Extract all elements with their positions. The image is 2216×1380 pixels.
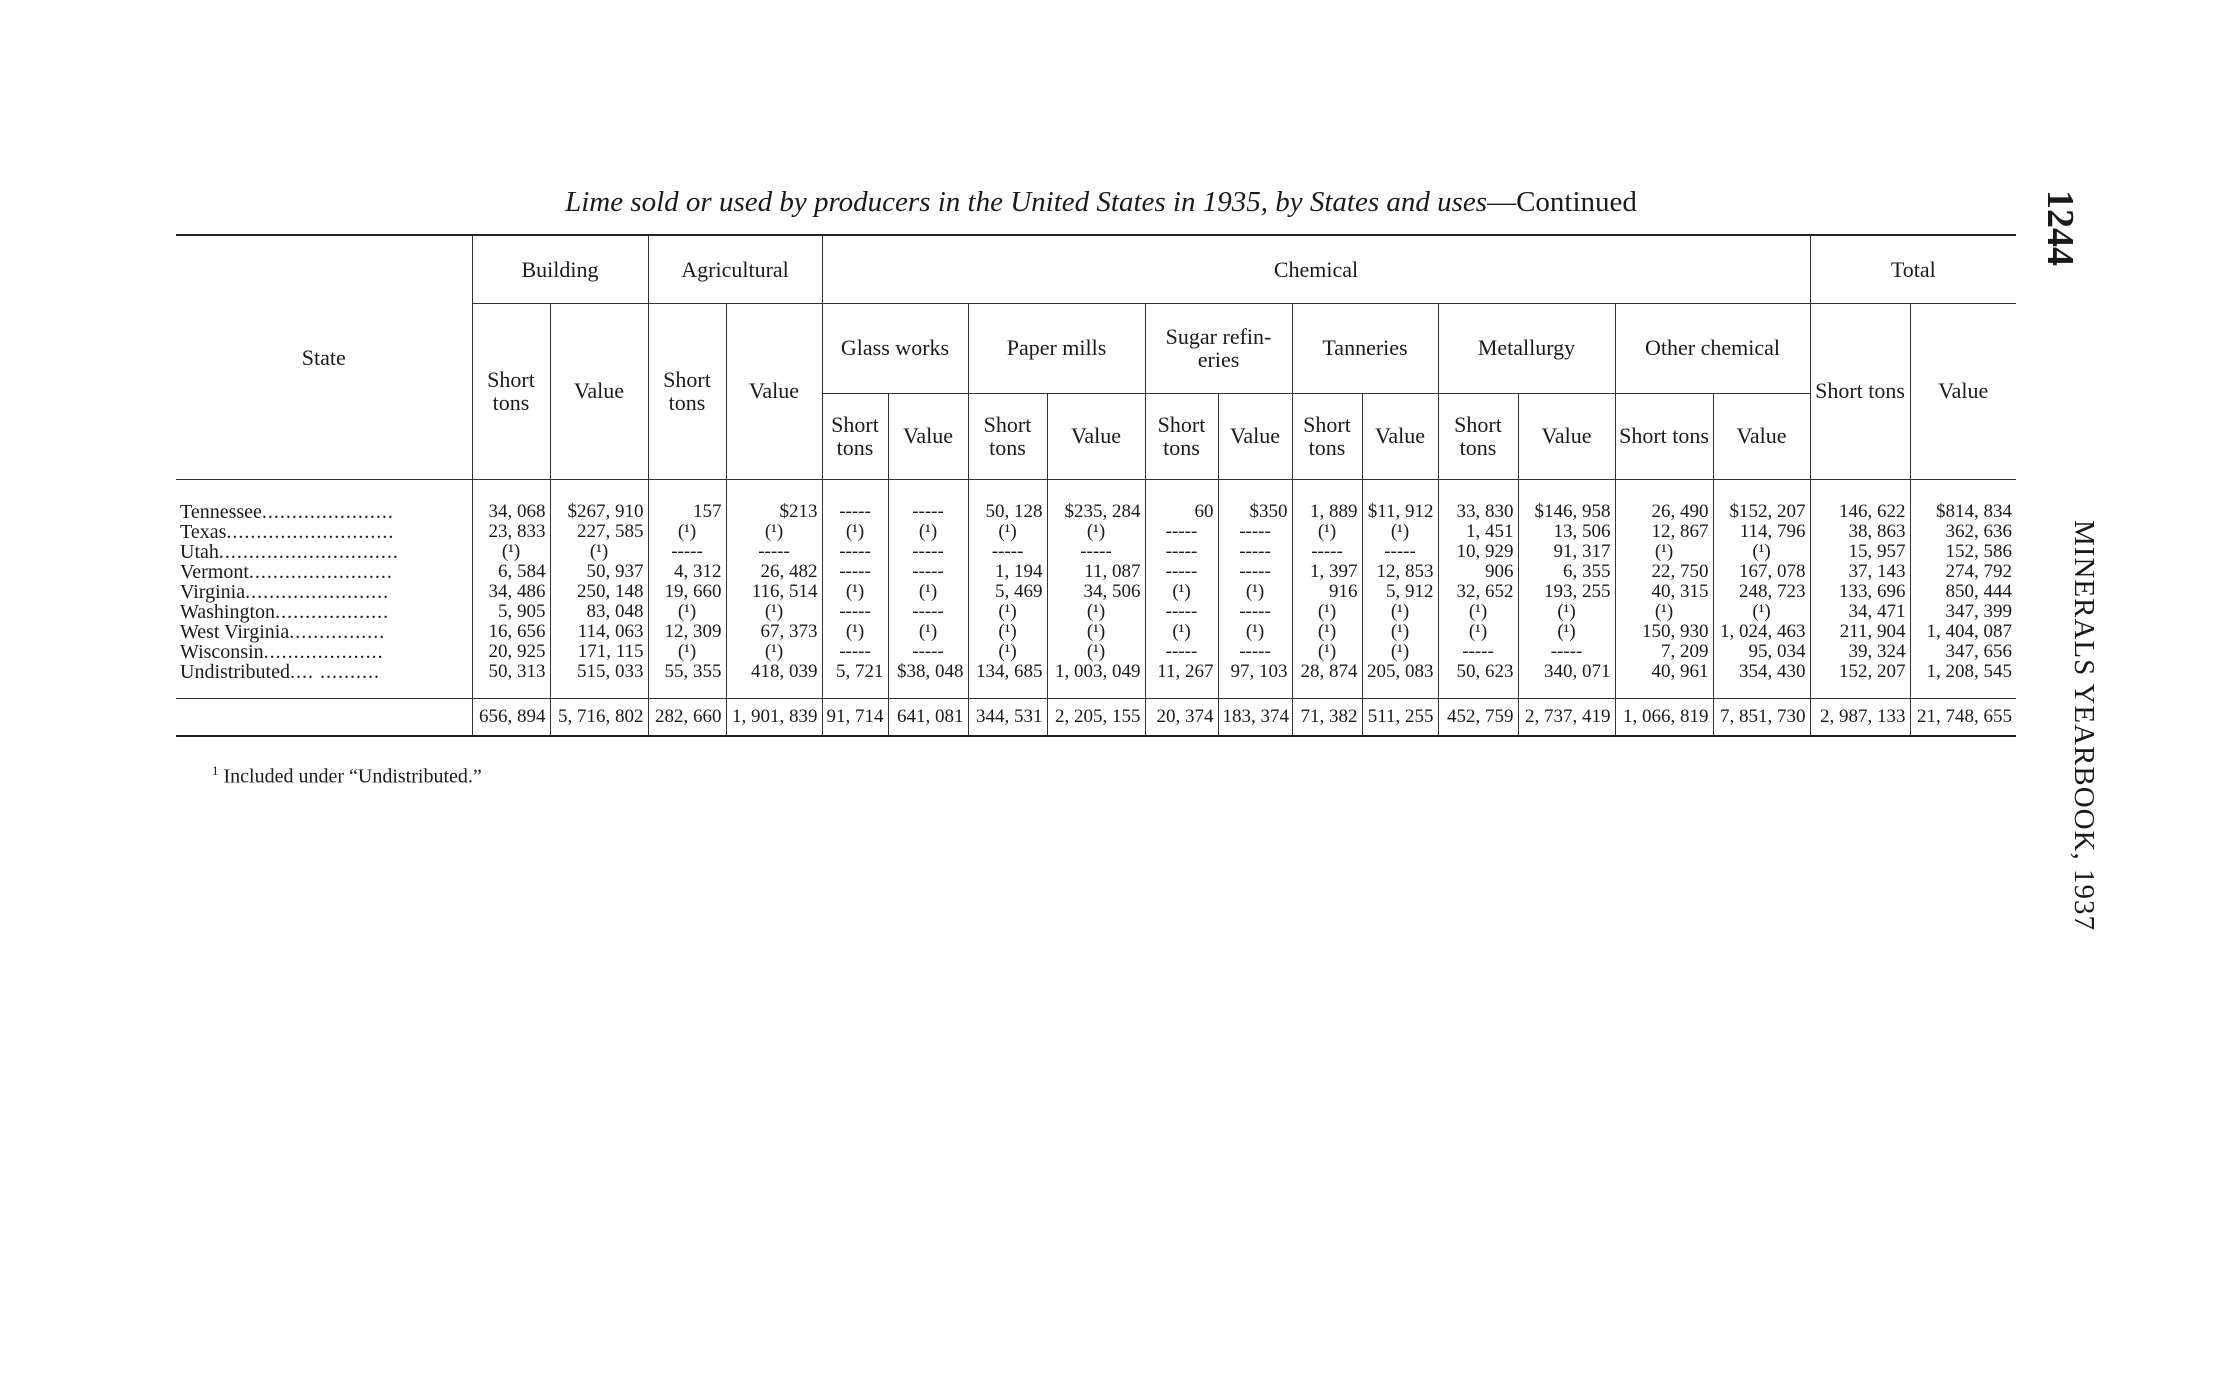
cell-bv: 114, 063 (550, 622, 648, 642)
cell-ov: 114, 796 (1713, 522, 1810, 542)
cell-tov: 152, 586 (1910, 542, 2016, 562)
cell-tt: (¹) (1292, 522, 1362, 542)
cell-bv: 250, 148 (550, 582, 648, 602)
header-other-chemical: Other chemical (1615, 303, 1810, 393)
header-paper-short-tons: Short tons (968, 393, 1047, 479)
cell-tot: 211, 904 (1810, 622, 1910, 642)
cell-mt: (¹) (1438, 602, 1518, 622)
cell-sv: ----- (1218, 542, 1292, 562)
header-building: Building (472, 235, 648, 303)
cell-ot: 40, 961 (1615, 662, 1713, 699)
header-glass-short-tons: Short tons (822, 393, 888, 479)
table-title-continued: —Continued (1487, 186, 1637, 218)
state-cell (176, 602, 472, 622)
cell-tv: 205, 083 (1362, 662, 1438, 699)
cell-bt: (¹) (472, 542, 550, 562)
total-tt: 71, 382 (1292, 698, 1362, 736)
cell-av: 67, 373 (726, 622, 822, 642)
header-agricultural-short-tons: Short tons (648, 303, 726, 479)
cell-gv: ----- (888, 479, 968, 522)
cell-bt: 50, 313 (472, 662, 550, 699)
totals-label-cell (176, 698, 472, 736)
footnote-mark: 1 (212, 763, 219, 778)
cell-tt: 1, 397 (1292, 562, 1362, 582)
cell-at: (¹) (648, 642, 726, 662)
total-gv: 641, 081 (888, 698, 968, 736)
cell-gt: (¹) (822, 622, 888, 642)
cell-ov: $152, 207 (1713, 479, 1810, 522)
cell-gv: (¹) (888, 622, 968, 642)
header-total-value: Value (1910, 303, 2016, 479)
state-name: West Virginia (180, 620, 290, 643)
cell-mv: 91, 317 (1518, 542, 1615, 562)
state-cell (176, 622, 472, 642)
table-row (176, 602, 2016, 622)
cell-gt: ----- (822, 642, 888, 662)
cell-gv: $38, 048 (888, 662, 968, 699)
cell-at: 4, 312 (648, 562, 726, 582)
cell-gv: ----- (888, 542, 968, 562)
total-tot: 2, 987, 133 (1810, 698, 1910, 736)
cell-tt: 1, 889 (1292, 479, 1362, 522)
cell-st: 11, 267 (1145, 662, 1218, 699)
cell-bv: 83, 048 (550, 602, 648, 622)
cell-tot: 38, 863 (1810, 522, 1910, 542)
cell-av: (¹) (726, 602, 822, 622)
cell-at: 19, 660 (648, 582, 726, 602)
cell-tt: 916 (1292, 582, 1362, 602)
header-paper-value: Value (1047, 393, 1145, 479)
cell-st: 60 (1145, 479, 1218, 522)
cell-mv: (¹) (1518, 622, 1615, 642)
state-cell (176, 542, 472, 562)
cell-tot: 37, 143 (1810, 562, 1910, 582)
cell-sv: $350 (1218, 479, 1292, 522)
cell-tov: 1, 208, 545 (1910, 662, 2016, 699)
cell-pt: 5, 469 (968, 582, 1047, 602)
cell-tt: ----- (1292, 542, 1362, 562)
cell-gv: ----- (888, 562, 968, 582)
cell-mt: (¹) (1438, 622, 1518, 642)
cell-ov: (¹) (1713, 602, 1810, 622)
cell-tv: (¹) (1362, 602, 1438, 622)
cell-bv: 50, 937 (550, 562, 648, 582)
cell-gt: ----- (822, 562, 888, 582)
cell-bt: 6, 584 (472, 562, 550, 582)
cell-av: ----- (726, 542, 822, 562)
cell-tv: ----- (1362, 542, 1438, 562)
cell-st: ----- (1145, 542, 1218, 562)
cell-tov: 347, 399 (1910, 602, 2016, 622)
cell-av: (¹) (726, 642, 822, 662)
leader-dots: ................... (275, 600, 390, 623)
cell-bv: 171, 115 (550, 642, 648, 662)
footnote-text: Included under “Undistributed.” (223, 765, 482, 788)
cell-pt: (¹) (968, 522, 1047, 542)
totals-row (176, 698, 2016, 736)
table-title (176, 186, 2026, 219)
cell-sv: (¹) (1218, 622, 1292, 642)
cell-mv: 340, 071 (1518, 662, 1615, 699)
cell-tot: 152, 207 (1810, 662, 1910, 699)
header-metallurgy: Metallurgy (1438, 303, 1615, 393)
header-tanneries-value: Value (1362, 393, 1438, 479)
cell-sv: ----- (1218, 522, 1292, 542)
cell-ot: 26, 490 (1615, 479, 1713, 522)
cell-tv: 12, 853 (1362, 562, 1438, 582)
leader-dots: .... .......... (290, 660, 380, 683)
leader-dots: .................... (263, 640, 384, 663)
cell-gt: (¹) (822, 522, 888, 542)
table-row (176, 479, 2016, 522)
total-tov: 21, 748, 655 (1910, 698, 2016, 736)
table-title-text: Lime sold or used by producers in the United States in 1935, by States and uses (565, 186, 1488, 218)
total-sv: 183, 374 (1218, 698, 1292, 736)
cell-sv: ----- (1218, 642, 1292, 662)
header-sugar-value: Value (1218, 393, 1292, 479)
total-ov: 7, 851, 730 (1713, 698, 1810, 736)
cell-bv: 515, 033 (550, 662, 648, 699)
cell-gt: ----- (822, 479, 888, 522)
cell-mv: $146, 958 (1518, 479, 1615, 522)
leader-dots: ............................ (226, 520, 395, 543)
header-building-short-tons: Short tons (472, 303, 550, 479)
cell-tv: $11, 912 (1362, 479, 1438, 522)
header-chemical: Chemical (822, 235, 1810, 303)
total-at: 282, 660 (648, 698, 726, 736)
state-cell (176, 582, 472, 602)
cell-tov: 362, 636 (1910, 522, 2016, 542)
cell-gv: ----- (888, 642, 968, 662)
total-ot: 1, 066, 819 (1615, 698, 1713, 736)
leader-dots: ........................ (245, 580, 390, 603)
cell-tot: 15, 957 (1810, 542, 1910, 562)
cell-bt: 5, 905 (472, 602, 550, 622)
cell-pt: 50, 128 (968, 479, 1047, 522)
state-name: Virginia (180, 580, 246, 603)
cell-pv: 34, 506 (1047, 582, 1145, 602)
cell-ov: 354, 430 (1713, 662, 1810, 699)
cell-gt: 5, 721 (822, 662, 888, 699)
total-gt: 91, 714 (822, 698, 888, 736)
cell-ot: 12, 867 (1615, 522, 1713, 542)
cell-ot: 150, 930 (1615, 622, 1713, 642)
state-name: Texas (180, 520, 227, 543)
cell-av: (¹) (726, 522, 822, 542)
cell-av: $213 (726, 479, 822, 522)
cell-gv: ----- (888, 602, 968, 622)
cell-ot: 7, 209 (1615, 642, 1713, 662)
cell-at: (¹) (648, 602, 726, 622)
leader-dots: ........................ (248, 560, 393, 583)
header-state: State (176, 235, 472, 479)
total-pt: 344, 531 (968, 698, 1047, 736)
state-name: Washington (180, 600, 276, 623)
cell-ot: 40, 315 (1615, 582, 1713, 602)
cell-ot: 22, 750 (1615, 562, 1713, 582)
cell-av: 26, 482 (726, 562, 822, 582)
cell-mv: 193, 255 (1518, 582, 1615, 602)
cell-ov: 95, 034 (1713, 642, 1810, 662)
header-building-value: Value (550, 303, 648, 479)
cell-ot: (¹) (1615, 542, 1713, 562)
cell-bt: 20, 925 (472, 642, 550, 662)
cell-gt: ----- (822, 602, 888, 622)
total-pv: 2, 205, 155 (1047, 698, 1145, 736)
cell-gt: ----- (822, 542, 888, 562)
page-number: 1244 (2039, 190, 2081, 266)
cell-mt: 10, 929 (1438, 542, 1518, 562)
header-total: Total (1810, 235, 2016, 303)
state-cell (176, 479, 472, 522)
header-agricultural-value: Value (726, 303, 822, 479)
table-row (176, 522, 2016, 542)
table-row (176, 642, 2016, 662)
cell-tv: (¹) (1362, 642, 1438, 662)
running-head: MINERALS YEARBOOK, 1937 (2068, 520, 2100, 932)
header-other-short-tons: Short tons (1615, 393, 1713, 479)
state-name: Undistributed (180, 660, 290, 683)
cell-gv: (¹) (888, 582, 968, 602)
cell-ov: (¹) (1713, 542, 1810, 562)
cell-bt: 34, 068 (472, 479, 550, 522)
cell-tt: 28, 874 (1292, 662, 1362, 699)
cell-st: (¹) (1145, 622, 1218, 642)
cell-sv: ----- (1218, 602, 1292, 622)
cell-pv: (¹) (1047, 642, 1145, 662)
total-bt: 656, 894 (472, 698, 550, 736)
cell-pv: (¹) (1047, 622, 1145, 642)
leader-dots: ...................... (261, 500, 394, 523)
header-tanneries-short-tons: Short tons (1292, 393, 1362, 479)
header-agricultural: Agricultural (648, 235, 822, 303)
cell-mv: 6, 355 (1518, 562, 1615, 582)
cell-mt: 50, 623 (1438, 662, 1518, 699)
header-metallurgy-short-tons: Short tons (1438, 393, 1518, 479)
cell-tov: 347, 656 (1910, 642, 2016, 662)
cell-pv: (¹) (1047, 602, 1145, 622)
cell-tov: 1, 404, 087 (1910, 622, 2016, 642)
header-metallurgy-value: Value (1518, 393, 1615, 479)
cell-pt: (¹) (968, 602, 1047, 622)
cell-at: (¹) (648, 522, 726, 542)
header-glass-works: Glass works (822, 303, 968, 393)
cell-tot: 34, 471 (1810, 602, 1910, 622)
state-cell (176, 562, 472, 582)
cell-pt: (¹) (968, 622, 1047, 642)
header-glass-value: Value (888, 393, 968, 479)
header-tanneries: Tanneries (1292, 303, 1438, 393)
state-name: Wisconsin (180, 640, 264, 663)
cell-tv: (¹) (1362, 622, 1438, 642)
cell-pt: (¹) (968, 642, 1047, 662)
cell-tv: 5, 912 (1362, 582, 1438, 602)
cell-tov: $814, 834 (1910, 479, 2016, 522)
cell-tv: (¹) (1362, 522, 1438, 542)
cell-bt: 23, 833 (472, 522, 550, 542)
cell-sv: 97, 103 (1218, 662, 1292, 699)
cell-st: ----- (1145, 562, 1218, 582)
cell-pv: $235, 284 (1047, 479, 1145, 522)
cell-pv: 1, 003, 049 (1047, 662, 1145, 699)
cell-av: 116, 514 (726, 582, 822, 602)
cell-st: (¹) (1145, 582, 1218, 602)
table-row (176, 622, 2016, 642)
total-st: 20, 374 (1145, 698, 1218, 736)
cell-ov: 248, 723 (1713, 582, 1810, 602)
table-row (176, 542, 2016, 562)
cell-st: ----- (1145, 642, 1218, 662)
cell-bt: 16, 656 (472, 622, 550, 642)
state-cell (176, 662, 472, 699)
header-paper-mills: Paper mills (968, 303, 1145, 393)
cell-pv: ----- (1047, 542, 1145, 562)
total-bv: 5, 716, 802 (550, 698, 648, 736)
cell-tot: 39, 324 (1810, 642, 1910, 662)
cell-at: 12, 309 (648, 622, 726, 642)
total-mt: 452, 759 (1438, 698, 1518, 736)
cell-ot: (¹) (1615, 602, 1713, 622)
cell-pt: 1, 194 (968, 562, 1047, 582)
cell-gt: (¹) (822, 582, 888, 602)
table-body (176, 479, 2016, 736)
cell-mv: 13, 506 (1518, 522, 1615, 542)
lime-table (176, 234, 2016, 737)
cell-at: 157 (648, 479, 726, 522)
state-cell (176, 642, 472, 662)
cell-pv: 11, 087 (1047, 562, 1145, 582)
cell-tt: (¹) (1292, 642, 1362, 662)
table-row (176, 582, 2016, 602)
total-mv: 2, 737, 419 (1518, 698, 1615, 736)
cell-tot: 146, 622 (1810, 479, 1910, 522)
cell-pv: (¹) (1047, 522, 1145, 542)
header-other-value: Value (1713, 393, 1810, 479)
cell-mt: 32, 652 (1438, 582, 1518, 602)
cell-mt: ----- (1438, 642, 1518, 662)
cell-mv: (¹) (1518, 602, 1615, 622)
cell-at: ----- (648, 542, 726, 562)
state-name: Vermont (180, 560, 249, 583)
header-sugar-refineries: Sugar refin-eries (1145, 303, 1292, 393)
cell-av: 418, 039 (726, 662, 822, 699)
total-av: 1, 901, 839 (726, 698, 822, 736)
leader-dots: ................ (289, 620, 386, 643)
footnote (212, 763, 482, 789)
cell-sv: (¹) (1218, 582, 1292, 602)
state-cell (176, 522, 472, 542)
cell-tov: 850, 444 (1910, 582, 2016, 602)
cell-at: 55, 355 (648, 662, 726, 699)
total-tv: 511, 255 (1362, 698, 1438, 736)
cell-mv: ----- (1518, 642, 1615, 662)
cell-ov: 167, 078 (1713, 562, 1810, 582)
cell-bt: 34, 486 (472, 582, 550, 602)
cell-st: ----- (1145, 522, 1218, 542)
cell-tot: 133, 696 (1810, 582, 1910, 602)
state-name: Tennessee (180, 500, 262, 523)
cell-tov: 274, 792 (1910, 562, 2016, 582)
cell-st: ----- (1145, 602, 1218, 622)
cell-pt: 134, 685 (968, 662, 1047, 699)
cell-bv: (¹) (550, 542, 648, 562)
cell-bv: $267, 910 (550, 479, 648, 522)
header-sugar-short-tons: Short tons (1145, 393, 1218, 479)
cell-mt: 906 (1438, 562, 1518, 582)
cell-bv: 227, 585 (550, 522, 648, 542)
table-row (176, 562, 2016, 582)
cell-gv: (¹) (888, 522, 968, 542)
cell-tt: (¹) (1292, 622, 1362, 642)
table-row (176, 662, 2016, 699)
leader-dots: .............................. (218, 540, 399, 563)
state-name: Utah (180, 540, 219, 563)
cell-sv: ----- (1218, 562, 1292, 582)
cell-ov: 1, 024, 463 (1713, 622, 1810, 642)
header-total-short-tons: Short tons (1810, 303, 1910, 479)
cell-pt: ----- (968, 542, 1047, 562)
cell-mt: 1, 451 (1438, 522, 1518, 542)
cell-mt: 33, 830 (1438, 479, 1518, 522)
cell-tt: (¹) (1292, 602, 1362, 622)
